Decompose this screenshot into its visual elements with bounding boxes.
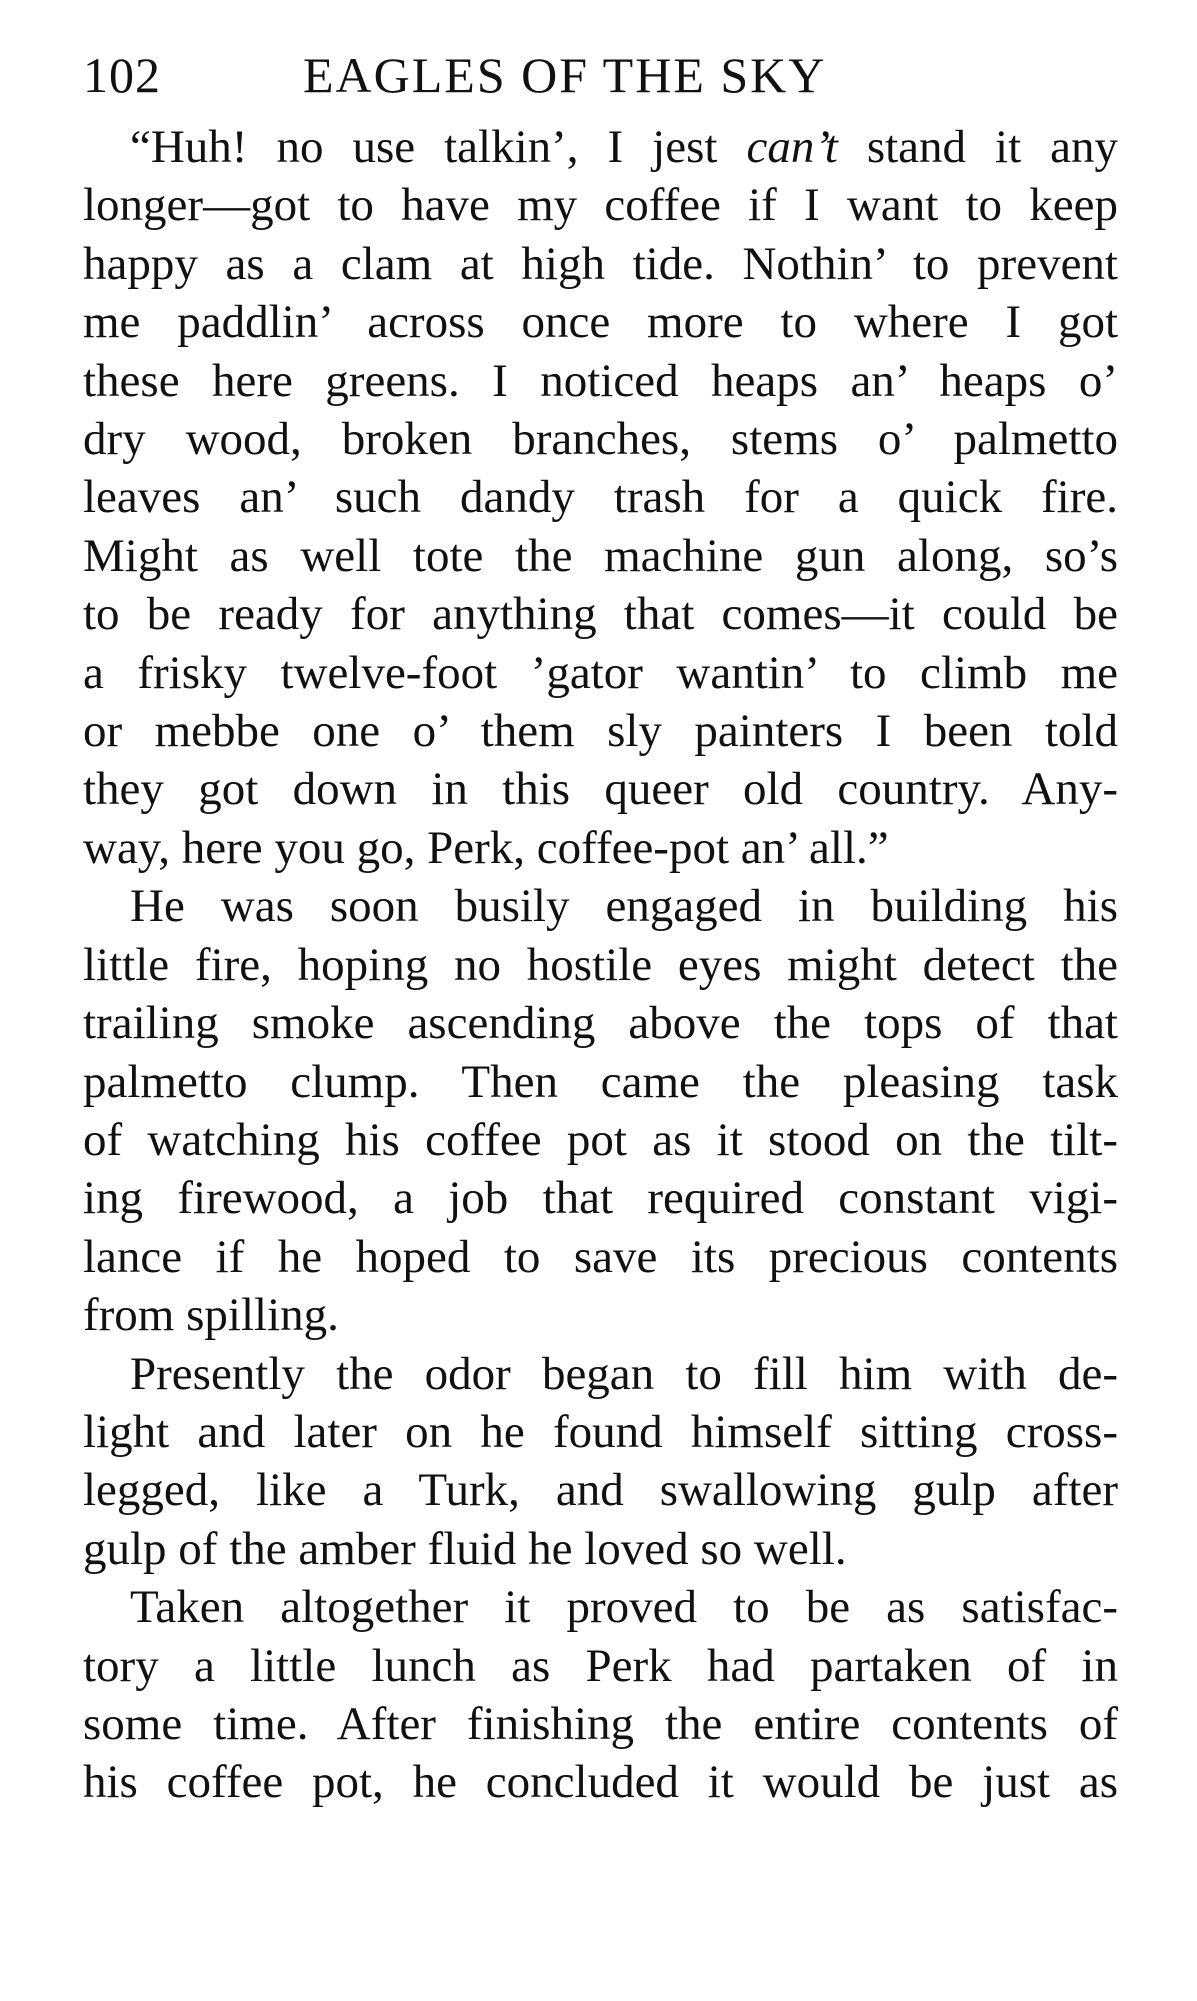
text-line: to be ready for anything that comes—it could be — [83, 588, 1118, 641]
text-line: leaves an’ such dandy trash for a quick fire. — [83, 471, 1118, 524]
text-line: light and later on he found himself sitting cross- — [83, 1405, 1118, 1458]
text-line: me paddlin’ across once more to where I got — [83, 296, 1118, 349]
text-line: longer—got to have my coffee if I want to keep — [83, 179, 1118, 232]
text-line: Presently the odor began to fill him with de- — [130, 1347, 1118, 1400]
text-line: his coffee pot, he concluded it would be just as — [83, 1756, 1118, 1809]
text-line: a frisky twelve-foot ’gator wantin’ to climb me — [83, 646, 1118, 699]
text-line: He was soon busily engaged in building his — [130, 880, 1118, 933]
text-line: little fire, hoping no hostile eyes might detect the — [83, 938, 1118, 991]
text-line: some time. After finishing the entire contents of — [83, 1697, 1118, 1750]
text-line: from spilling. — [83, 1289, 339, 1342]
text-line-segment: stand it any — [837, 121, 1119, 173]
text-line: trailing smoke ascending above the tops of that — [83, 997, 1118, 1050]
text-line: dry wood, broken branches, stems o’ palmetto — [83, 413, 1118, 466]
text-line: of watching his coffee pot as it stood on the tilt- — [83, 1113, 1118, 1166]
book-page — [83, 40, 1118, 1812]
text-line: palmetto clump. Then came the pleasing task — [83, 1055, 1118, 1108]
text-line: they got down in this queer old country. Any- — [83, 763, 1118, 816]
text-line — [83, 118, 1118, 176]
text-line: these here greens. I noticed heaps an’ heaps o’ — [83, 354, 1118, 407]
body-text — [83, 118, 1118, 1812]
text-line: gulp of the amber fluid he loved so well. — [83, 1522, 847, 1575]
paragraph-1 — [83, 118, 1118, 877]
text-line: Might as well tote the machine gun along, so’s — [83, 529, 1118, 582]
text-line: lance if he hoped to save its precious contents — [83, 1230, 1118, 1283]
running-head — [83, 40, 1118, 110]
text-line: legged, like a Turk, and swallowing gulp after — [83, 1464, 1118, 1517]
paragraph-4 — [83, 1578, 1118, 1812]
book-title: EAGLES OF THE SKY — [303, 47, 827, 103]
text-line: way, here you go, Perk, coffee-pot an’ all.” — [83, 821, 889, 874]
emphasized-word: can’t — [746, 121, 838, 173]
page-number: 102 — [83, 47, 161, 103]
text-line: ing firewood, a job that required constant vigi- — [83, 1172, 1118, 1225]
paragraph-2 — [83, 877, 1118, 1344]
text-line: Taken altogether it proved to be as satisfac- — [130, 1581, 1118, 1634]
paragraph-3 — [83, 1345, 1118, 1579]
text-line-segment: “Huh! no use talkin’, I jest — [130, 121, 747, 173]
text-line: tory a little lunch as Perk had partaken of in — [83, 1639, 1118, 1692]
text-line: or mebbe one o’ them sly painters I been told — [83, 705, 1118, 758]
text-line: happy as a clam at high tide. Nothin’ to prevent — [83, 237, 1118, 290]
